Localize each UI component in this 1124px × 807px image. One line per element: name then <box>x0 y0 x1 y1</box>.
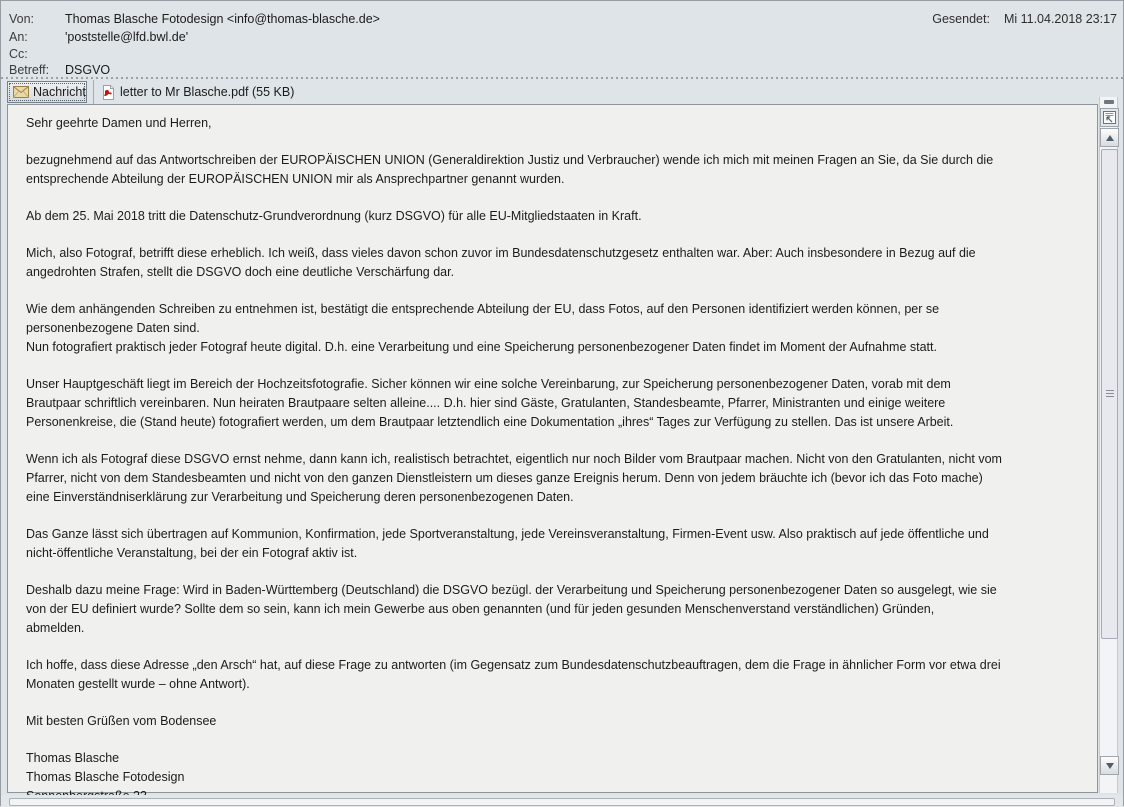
subject-value: DSGVO <box>65 63 111 77</box>
from-value: Thomas Blasche Fotodesign <info@thomas-blasche.de> <box>65 12 380 26</box>
message-header <box>1 3 1123 77</box>
bottom-groove <box>9 798 1115 806</box>
arrow-down-icon <box>1106 763 1114 769</box>
text-line: Ab dem 25. Mai 2018 tritt die Datenschutz-Grundverordnung (kurz DSGVO) für alle EU-Mitgliedstaaten in Kraft. <box>26 209 642 223</box>
attachment-item[interactable] <box>102 85 294 100</box>
text-line: Das Ganze lässt sich übertragen auf Kommunion, Konfirmation, jede Sportveranstaltung, jede Vereinsveranstaltung, Firmen-Event usw. Also praktisch auf jede öffentliche und <box>26 527 989 541</box>
scrollbar-thumb-grip <box>1106 390 1114 398</box>
text-line: Pfarrer, nicht von dem Standesbeamten und nicht von den ganzen Dienstleistern um dieses ganze Ereignis herum. Denn von jedem bräuchte ich (bevor ich das Foto mache) <box>26 471 983 485</box>
scrollbar-thumb[interactable] <box>1101 149 1118 639</box>
text-line: Wenn ich als Fotograf diese DSGVO ernst nehme, dann kann ich, realistisch betrachtet, eigentlich nur noch Bilder vom Brautpaar machen. Nicht von den Gratulanten, nicht vom <box>26 452 1002 466</box>
text-line: Deshalb dazu meine Frage: Wird in Baden-Württemberg (Deutschland) die DSGVO bezügl. der Verarbeitung und Speicherung personenbezogener Daten so ausgelegt, wie sie <box>26 583 997 597</box>
text-line: abmelden. <box>26 621 85 635</box>
text-line: Thomas Blasche Fotodesign <box>26 770 185 784</box>
text-line: eine Einverständniserklärung zur Verarbeitung und Speicherung deren personenbezogenen Daten. <box>26 490 574 504</box>
subject-label: Betreff: <box>9 63 50 77</box>
splitter-handle[interactable] <box>1104 100 1114 104</box>
scrollbar <box>1099 97 1118 793</box>
text-line: personenbezogene Daten sind. <box>26 321 200 335</box>
to-row <box>9 30 188 47</box>
message-paragraphs <box>8 105 1097 806</box>
text-line: Wie dem anhängenden Schreiben zu entnehmen ist, bestätigt die entsprechende Abteilung der EU, dass Fotos, auf den Personen identifiziert werden können, per se <box>26 302 940 316</box>
text-line: Brautpaar schriftlich vereinbaren. Nun heiraten Brautpaare selten alleine.... D.h. hier sind Gäste, Gratulanten, Standesbeamte, Pfarrer, Ministranten und einige weitere <box>26 396 946 410</box>
paragraph <box>26 151 1077 189</box>
text-line: Monaten gestellt wurde – ohne Antwort). <box>26 677 250 691</box>
from-label: Von: <box>9 12 35 26</box>
text-line: Thomas Blasche <box>26 751 120 765</box>
tab-nachricht[interactable] <box>7 81 87 103</box>
reading-layout-button[interactable] <box>1100 108 1119 127</box>
sent-value: Mi 11.04.2018 23:17 <box>1003 12 1117 26</box>
sent-row <box>932 12 1117 26</box>
text-line: entsprechende Abteilung der EUROPÄISCHEN UNION mir als Ansprechpartner genannt wurden. <box>26 172 565 186</box>
envelope-icon <box>13 86 29 98</box>
paragraph <box>26 300 1077 357</box>
text-line: von der EU definiert wurde? Sollte dem so sein, kann ich mein Gewerbe aus oben genannten (und für jeden gesunden Menschenverstand verständlichen) Gründen, <box>26 602 935 616</box>
tab-bar <box>1 80 1123 104</box>
scroll-up-button[interactable] <box>1100 128 1119 147</box>
paragraph <box>26 525 1077 563</box>
text-line: nicht-öffentliche Veranstaltung, bei der ein Fotograf aktiv ist. <box>26 546 358 560</box>
pdf-icon <box>102 85 115 100</box>
paragraph <box>26 656 1077 694</box>
paragraph <box>26 114 1077 133</box>
text-line: Unser Hauptgeschäft liegt im Bereich der Hochzeitsfotografie. Sicher können wir eine solche Vereinbarung, zur Speicherung personenbezogener Daten, vorab mit dem <box>26 377 951 391</box>
tab-nachricht-label: Nachricht <box>33 85 86 99</box>
to-value: 'poststelle@lfd.bwl.de' <box>65 30 189 44</box>
paragraph <box>26 207 1077 226</box>
text-line: Nun fotografiert praktisch jeder Fotograf heute digital. D.h. eine Verarbeitung und eine Speicherung personenbezogener Daten findet im Moment der Aufnahme statt. <box>26 340 937 354</box>
message-body-panel <box>7 104 1098 793</box>
text-line: Sehr geehrte Damen und Herren, <box>26 116 212 130</box>
paragraph <box>26 712 1077 731</box>
paragraph <box>26 375 1077 432</box>
text-line: bezugnehmend auf das Antwortschreiben der EUROPÄISCHEN UNION (Generaldirektion Justiz und Verbraucher) wende ich mich mit meinen Fragen an Sie, da Sie durch die <box>26 153 994 167</box>
text-line: Personenkreise, die (Stand heute) fotografiert werden, um dem Brautpaar letztendlich eine Dokumentation „ihres“ Tages zur Verfügung zu stellen. Das ist unsere Arbeit. <box>26 415 954 429</box>
cc-row <box>9 47 65 64</box>
sent-label: Gesendet: <box>932 12 990 26</box>
reading-layout-icon <box>1103 111 1116 124</box>
text-line: Ich hoffe, dass diese Adresse „den Arsch“ hat, auf diese Frage zu antworten (im Gegensatz zum Bundesdatenschutzbeauftragen, dem die Frage in ähnlicher Form vor etwa drei <box>26 658 1001 672</box>
paragraph <box>26 450 1077 507</box>
to-label: An: <box>9 30 28 44</box>
text-line: Mich, also Fotograf, betrifft diese erheblich. Ich weiß, dass vieles davon schon zuvor im Bundesdatenschutzgesetz enthalten war. Aber: Auch insbesondere in Bezug auf die <box>26 246 976 260</box>
text-line: angedrohten Strafen, stellt die DSGVO doch eine deutliche Verschärfung dar. <box>26 265 455 279</box>
from-row <box>9 12 380 29</box>
tab-separator <box>93 80 94 104</box>
header-dotted-separator <box>1 77 1123 79</box>
scroll-down-button[interactable] <box>1100 756 1119 775</box>
arrow-up-icon <box>1106 135 1114 141</box>
attachment-name: letter to Mr Blasche.pdf (55 KB) <box>120 85 295 99</box>
bottom-status-strip <box>1 795 1123 807</box>
paragraph <box>26 581 1077 638</box>
paragraph <box>26 244 1077 282</box>
text-line: Mit besten Grüßen vom Bodensee <box>26 714 217 728</box>
cc-label: Cc: <box>9 47 28 61</box>
